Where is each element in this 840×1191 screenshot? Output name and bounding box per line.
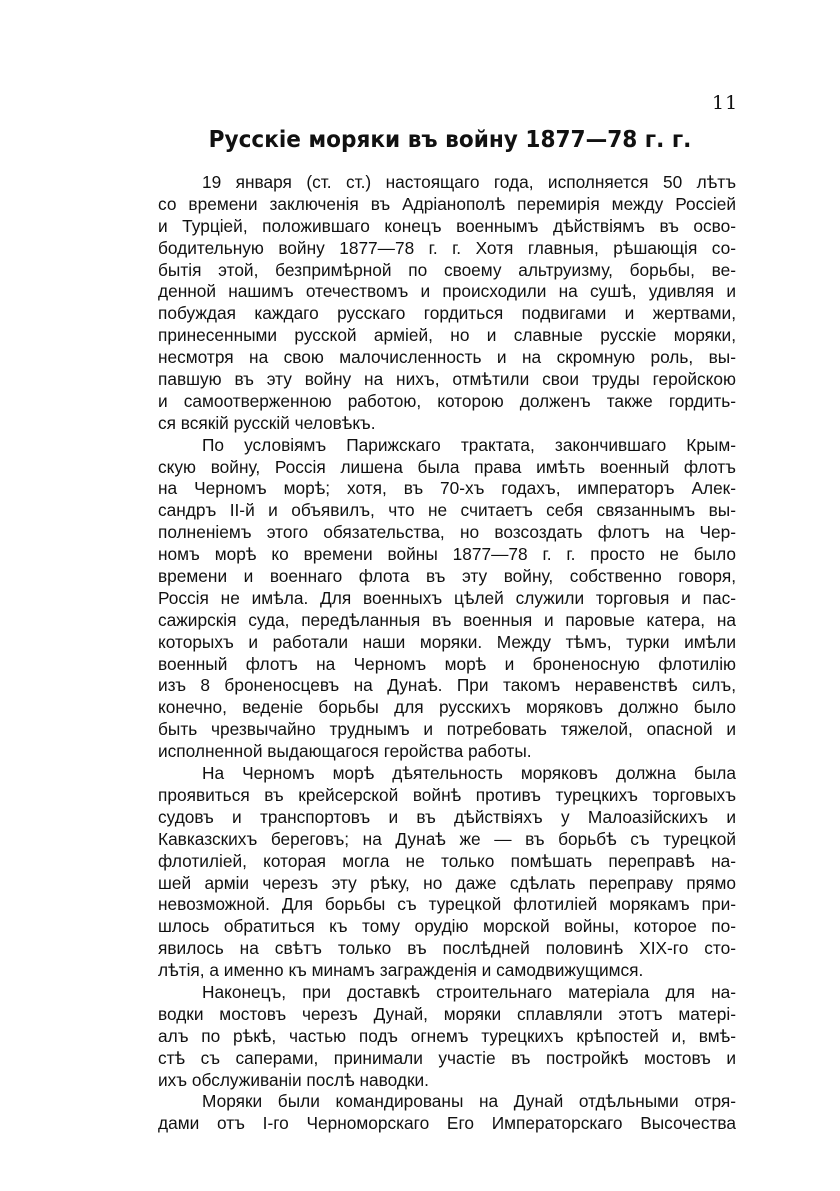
text-line: принесенными русской арміей, но и славные русскіе моряки,: [158, 325, 736, 346]
text-line: которыхъ и работали наши моряки. Между тѣмъ, турки имѣли: [158, 631, 736, 652]
text-line: несмотря на свою малочисленность и на скромную роль, вы-: [158, 347, 736, 368]
text-line: номъ морѣ ко времени войны 1877—78 г. г. просто не было: [158, 544, 736, 565]
text-line: изъ 8 броненосцевъ на Дунаѣ. При такомъ неравенствѣ силъ,: [158, 675, 736, 696]
text-line: исполненной выдающагося геройства работы.: [158, 741, 532, 762]
text-line: бодительную войну 1877—78 г. г. Хотя главныя, рѣшающія со-: [158, 237, 736, 258]
text-line: времени и военнаго флота въ эту войну, собственно говоря,: [158, 566, 736, 587]
article-body: [158, 172, 736, 1135]
text-line: алъ по рѣкѣ, частью подъ огнемъ турецкихъ крѣпостей и, вмѣ-: [158, 1025, 736, 1046]
text-line: невозможной. Для борьбы съ турецкой флотиліей морякамъ при-: [158, 894, 736, 915]
text-line: лѣтія, а именно къ минамъ загражденія и самодвижущимся.: [158, 960, 644, 981]
text-line: ся всякій русскій человѣкъ.: [158, 412, 376, 433]
text-line: дами отъ I-го Черноморскаго Его Императорскаго Высочества: [158, 1113, 736, 1134]
text-line: побуждая каждаго русскаго гордиться подвигами и жертвами,: [158, 303, 736, 324]
text-line: бытія этой, безпримѣрной по своему альтруизму, борьбы, ве-: [158, 259, 736, 280]
page-number: 11: [712, 92, 739, 114]
text-line: водки мостовъ черезъ Дунай, моряки сплавляли этотъ матері-: [158, 1003, 736, 1024]
text-line: и Турціей, положившаго конецъ военнымъ дѣйствіямъ въ осво-: [158, 215, 736, 236]
text-line: По условіямъ Парижскаго трактата, закончившаго Крым-: [202, 434, 736, 455]
text-line: На Черномъ морѣ дѣятельность моряковъ должна была: [202, 763, 736, 784]
text-line: на Черномъ морѣ; хотя, въ 70-хъ годахъ, императоръ Алек-: [158, 478, 736, 499]
text-line: ихъ обслуживаніи послѣ наводки.: [158, 1069, 429, 1090]
text-line: Моряки были командированы на Дунай отдѣльными отря-: [202, 1091, 736, 1112]
text-line: павшую въ эту войну на нихъ, отмѣтили свои труды геройскою: [158, 369, 736, 390]
text-line: конечно, веденіе борьбы для русскихъ моряковъ должно было: [158, 697, 736, 718]
text-line: 19 января (ст. ст.) настоящаго года, исполняется 50 лѣтъ: [202, 172, 736, 192]
text-line: Кавказскихъ береговъ; на Дунаѣ же — въ борьбѣ съ турецкой: [158, 828, 736, 849]
text-line: шлось обратиться къ тому орудію морской войны, которое по-: [158, 916, 736, 937]
text-line: судовъ и транспортовъ и въ дѣйствіяхъ у Малоазійскихъ и: [158, 806, 736, 827]
text-line: быть чрезвычайно труднымъ и потребовать тяжелой, опасной и: [158, 719, 736, 740]
text-line: полненіемъ этого обязательства, но возсоздать флотъ на Чер-: [158, 522, 736, 543]
text-line: Наконецъ, при доставкѣ строительнаго матеріала для на-: [202, 981, 736, 1002]
text-line: Россія не имѣла. Для военныхъ цѣлей служили торговыя и пас-: [158, 587, 736, 608]
text-line: сажирскія суда, передѣланныя въ военныя и паровые катера, на: [158, 609, 736, 630]
text-line: стѣ съ саперами, принимали участіе въ постройкѣ мостовъ и: [158, 1047, 736, 1068]
text-line: денной нашимъ отечествомъ и происходили на сушѣ, удивляя и: [158, 281, 736, 302]
text-line: и самоотверженною работою, которою долженъ также гордить-: [158, 390, 736, 411]
text-line: шей арміи черезъ эту рѣку, но даже сдѣлать переправу прямо: [158, 872, 736, 893]
text-line: сандръ II-й и объявилъ, что не считаетъ себя связаннымъ вы-: [158, 500, 736, 521]
text-line: скую войну, Россія лишена была права имѣть военный флотъ: [158, 456, 736, 477]
text-line: проявиться въ крейсерской войнѣ противъ турецкихъ торговыхъ: [158, 784, 736, 805]
article-title: Русскіе моряки въ войну 1877—78 г. г.: [208, 127, 692, 153]
text-line: военный флотъ на Черномъ морѣ и броненосную флотилію: [158, 653, 736, 674]
text-line: явилось на свѣтъ только въ послѣдней половинѣ XIX-го сто-: [158, 938, 736, 959]
text-line: со времени заключенія въ Адріанополѣ перемирія между Россіей: [158, 193, 736, 214]
text-line: флотиліей, которая могла не только помѣшать переправѣ на-: [158, 850, 736, 871]
